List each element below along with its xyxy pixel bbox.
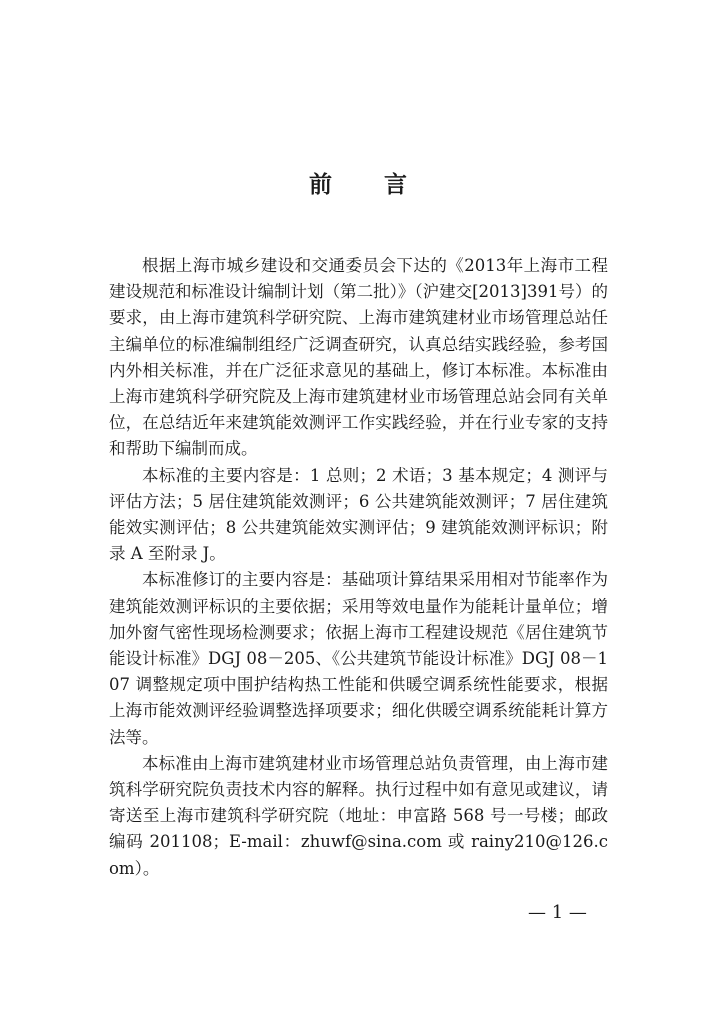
- paragraph-revision-contents: 本标准修订的主要内容是：基础项计算结果采用相对节能率作为建筑能效测评标识的主要依据；采用等效电量作为能耗计量单位；增加外窗气密性现场检测要求；依据上海市工程建设规范《居住建筑节能设计标准》DGJ 08－205、《公共建筑节能设计标准》DGJ 08－107 调整规定项中围护结构热工性能和供暖空调系统性能要求，根据上海市能效测评经验调整选择项要求；细化供暖空调系统能耗计算方法等。: [109, 570, 608, 747]
- page-title: 前 言: [308, 172, 429, 198]
- paragraph-background: 根据上海市城乡建设和交通委员会下达的《2013年上海市工程建设规范和标准设计编制计划（第二批）》（沪建交[2013]391号）的要求，由上海市建筑科学研究院、上海市建筑建材业市场管理总站任主编单位的标准编制组经广泛调查研究，认真总结实践经验，参考国内外相关标准，并在广泛征求意见的基础上，修订本标准。本标准由上海市建筑科学研究院及上海市建筑建材业市场管理总站会同有关单位，在总结近年来建筑能效测评工作实践经验，并在行业专家的支持和帮助下编制而成。: [109, 256, 608, 459]
- paragraph-main-contents: 本标准的主要内容是：1 总则；2 术语；3 基本规定；4 测评与评估方法；5 居住建筑能效测评；6 公共建筑能效测评；7 居住建筑能效实测评估；8 公共建筑能效实测评估；9 建筑能效测评标识；附录 A 至附录 J。: [109, 465, 608, 564]
- paragraph-contact-info: 本标准由上海市建筑建材业市场管理总站负责管理，由上海市建筑科学研究院负责技术内容的解释。执行过程中如有意见或建议，请寄送至上海市建筑科学研究院（地址：申富路 568 号一号楼；邮政编码 201108；E-mail：zhuwf@sina.com 或 rainy210@126.com）。: [109, 753, 608, 878]
- page-number: — 1 —: [528, 902, 587, 923]
- body-text: [109, 253, 608, 882]
